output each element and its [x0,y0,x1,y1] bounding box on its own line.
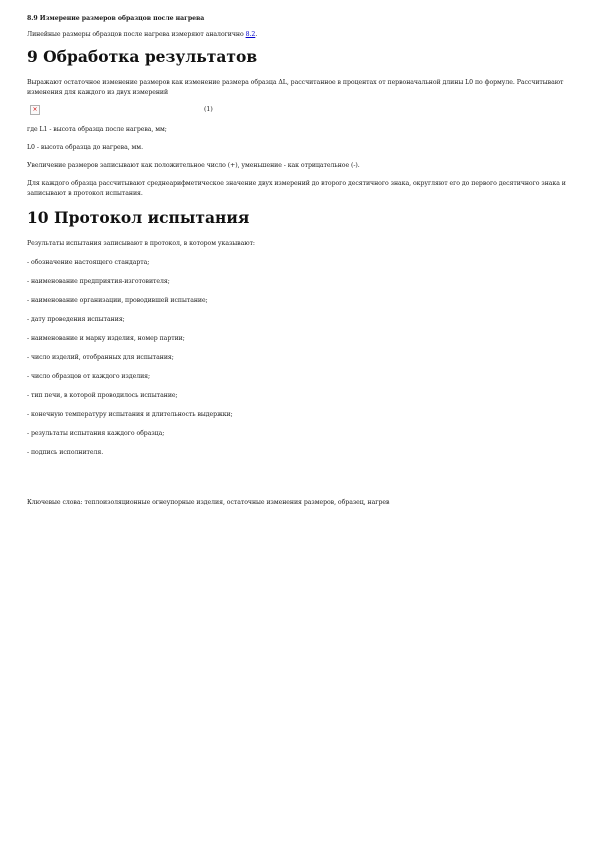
list-item: - число образцов от каждого изделия; [27,373,151,380]
paragraph-averaging: Для каждого образца рассчитывают среднеарифметическое значение двух измерений до второго десятичного знака, округляют его до первого десятичного знака и записывают в протокол испытания. [27,180,566,197]
keywords-line: Ключевые слова: теплоизоляционные огнеупорные изделия, остаточные изменения размеров, образец, нагрев [27,499,390,506]
list-item: - наименование организации, проводившей испытание; [27,297,208,304]
broken-image-icon: × [30,105,40,115]
list-item: - подпись исполнителя. [27,449,104,456]
formula-row [27,105,575,117]
list-item: - число изделий, отобранных для испытания; [27,354,174,361]
paragraph-linear-dimensions [27,30,575,40]
paragraph-protocol-intro: Результаты испытания записывают в протокол, в котором указывают: [27,240,255,247]
subsection-heading: 8.9 Измерение размеров образцов после нагрева [27,15,205,22]
paragraph-residual-change: Выражают остаточное изменение размеров как изменение размера образца ΔL, рассчитанное в процентах от первоначальной длины L0 по формуле. Рассчитывают изменения для каждого из двух измерений [27,79,564,96]
list-item: - наименование предприятия-изготовителя; [27,278,170,285]
paragraph-text-end: . [255,31,258,38]
paragraph-sign-rule: Увеличение размеров записывают как положительное число (+), уменьшение - как отрицательное (-). [27,162,360,169]
list-item: - обозначение настоящего стандарта; [27,259,150,266]
section-title-protocol: 10 Протокол испытания [27,208,250,227]
document-page [27,14,575,508]
clause-link[interactable]: 8.2 [245,31,256,38]
list-item: - конечную температуру испытания и длительность выдержки; [27,411,233,418]
protocol-items-list [27,258,575,458]
paragraph-text: Линейные размеры образцов после нагрева измеряют аналогично [27,31,246,38]
formula-number: (1) [204,106,213,113]
definition-l0: L0 - высота образца до нагрева, мм. [27,144,143,151]
list-item: - результаты испытания каждого образца; [27,430,165,437]
definition-l1: где L1 - высота образца после нагрева, мм; [27,126,167,133]
section-title-processing: 9 Обработка результатов [27,47,258,66]
list-item: - дату проведения испытания; [27,316,125,323]
list-item: - наименование и марку изделия, номер партии; [27,335,185,342]
list-item: - тип печи, в которой проводилось испытание; [27,392,178,399]
